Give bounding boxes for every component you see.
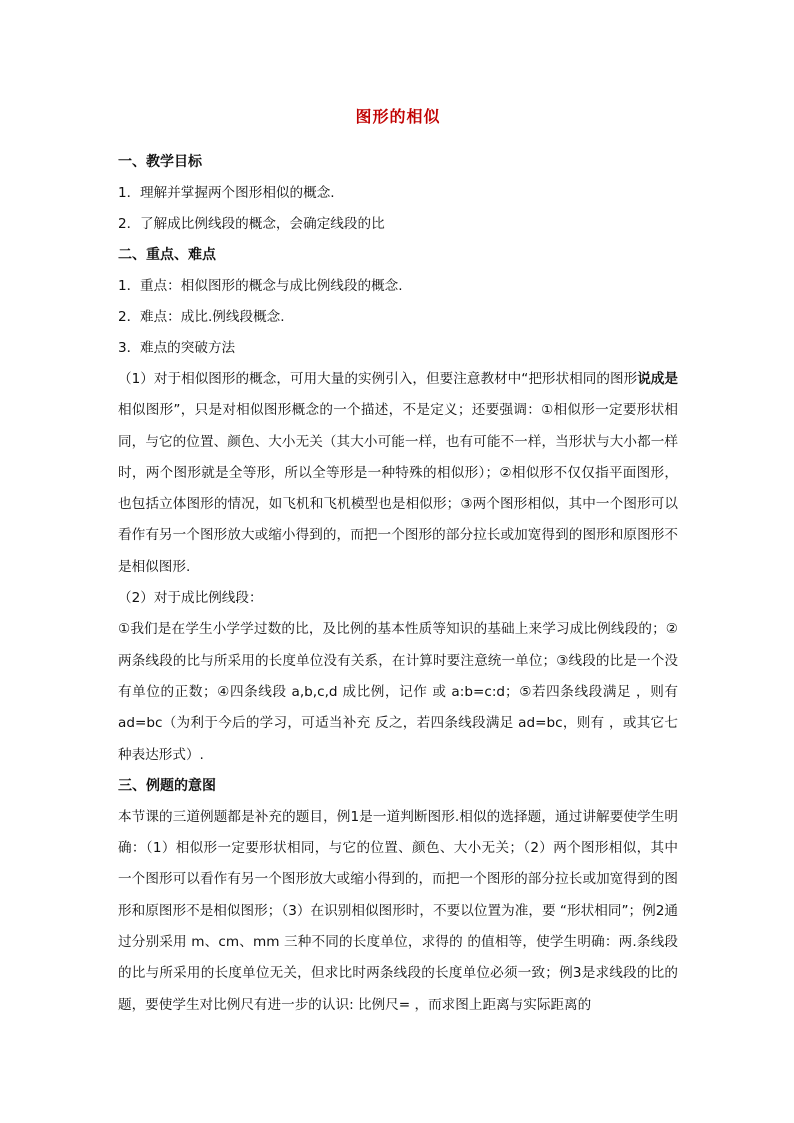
list-item (118, 333, 678, 364)
list-item (118, 209, 678, 240)
item-text: 了解成比例线段的概念，会确定线段的比 (140, 216, 385, 232)
document-page (118, 104, 678, 1021)
paragraph-text: （1）对于相似图形的概念，可用大量的实例引入，但要注意教材中“把形状相同的图形 (118, 371, 638, 387)
item-number: 2． (118, 309, 141, 325)
item-number: 3． (118, 340, 141, 356)
paragraph-examples: 本节课的三道例题都是补充的题目，例1是一道判断图形.相似的选择题，通过讲解要使学生明确：（1）相似形一定要形状相同，与它的位置、颜色、大小无关；（2）两个图形相似，其中一个图形可以看作有另一个图形放大或缩小得到的，而把一个图形的部分拉长或加宽得到的图形和原图形不是相似图形；（3）在识别相似图形时，不要以位置为准，要 “形状相同”；例2通过分别采用 m、cm、mm 三种不同的长度单位，求得的 的值相等，使学生明确：两.条线段的比与所采用的长度单位无关，但求比时两条线段的长度单位必须一致；例3是求线段的比的题，要使学生对比例尺有进一步的认识: 比例尺= ，而求图上距离与实际距离的 (118, 808, 678, 1013)
paragraph-text: 相似图形”，只是对相似图形概念的一个描述，不是定义；还要强调：①相似形一定要形状相同，与它的位置、颜色、大小无关（其大小可能一样，也有可能不一样，当形状与大小都一样时，两个图形就是全等形，所以全等形是一种特殊的相似形）；②相似形不仅仅指平面图形，也包括立体图形的情况，如飞机和飞机模型也是相似形；③两个图形相似，其中一个图形可以看作有另一个图形放大或缩小得到的，而把一个图形的部分拉长或加宽得到的图形和原图形不是相似图形. (118, 402, 678, 575)
list-item (118, 271, 678, 302)
bold-text: 说成是 (637, 371, 678, 387)
page-title: 图形的相似 (355, 107, 441, 126)
item-number: 1． (118, 278, 141, 294)
section-heading-objectives: 一、教学目标 (118, 154, 202, 170)
paragraph-proportional-label: （2）对于成比例线段： (118, 590, 263, 607)
section-heading-examples: 三、例题的意图 (118, 777, 216, 794)
item-number: 1． (118, 185, 141, 201)
item-text: 难点：成比.例线段概念. (140, 309, 285, 325)
paragraph-proportional-segments: ①我们是在学生小学学过数的比，及比例的基本性质等知识的基础上来学习成比例线段的；②两条线段的比与所采用的长度单位没有关系，在计算时要注意统一单位；③线段的比是一个没有单位的正数；④四条线段 a,b,c,d 成比例，记作 或 a:b=c:d；⑤若四条线段满足 ，则有 ad=bc（为利于今后的学习，可适当补充 反之，若四条线段满足 ad=bc，则有 ，或其它七种表达形式）. (118, 621, 678, 763)
list-item (118, 178, 678, 209)
list-item (118, 302, 678, 333)
item-text: 理解并掌握两个图形相似的概念. (140, 185, 335, 201)
item-text: 难点的突破方法 (140, 340, 236, 356)
item-text: 重点：相似图形的概念与成比例线段的概念. (140, 278, 403, 294)
section-heading-key-points: 二、重点、难点 (118, 247, 216, 263)
paragraph-similar-figures (118, 364, 678, 583)
item-number: 2． (118, 216, 141, 232)
